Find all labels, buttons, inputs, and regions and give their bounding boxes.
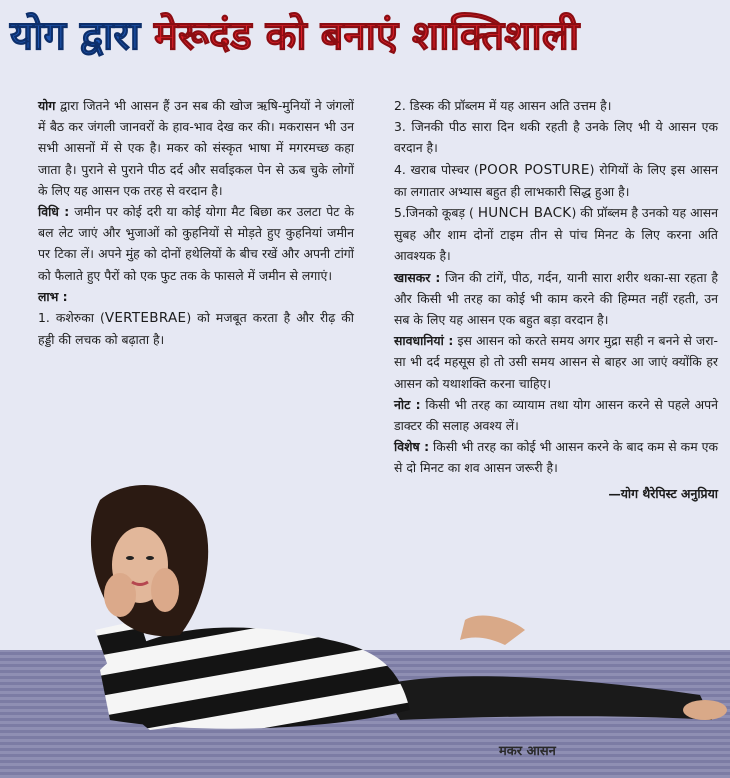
especially-keyword: खासकर :: [394, 269, 441, 285]
especially-text: जिन की टांगें, पीठ, गर्दन, यानी सारा शरीर थका-सा रहता है और किसी भी तरह का कोई भी काम करने की हिम्मत नहीं रहती, उन सब के लिए यह आसन एक बहुत बड़ा वरदान है।: [394, 269, 719, 328]
caution-text: इस आसन को करते समय अगर मुद्रा सही न बनने से जरा-सा भी दर्द महसूस हो तो उसी समय आसन से बाहर आ जाएं क्योंकि हर आसन को यथाशक्ति करना चाहिए।: [394, 333, 718, 391]
headline: [0, 0, 730, 72]
headline-part-2: मेरूदंड को बनाएं शाक्तिशाली: [154, 13, 580, 59]
point-5-post: ) की प्रॉब्लम है उनको यह आसन सुबह और शाम दोनों टाइम तीन से पांच मिनट के लिए करना अति आवश्यक है।: [394, 205, 718, 264]
method-text: जमीन पर कोई दरी या कोई योगा मैट बिछा कर उलटा पेट के बल लेट जाएं और भुजाओं को कुहनियों से मोड़ते हुए कुहनियां जमीन पर टिका लें। अपने मुंह को दोनों हथेलियों के बीच रखें और अपनी टांगों को फैलाते हुए पैरों को एक फुट तक के फासले में जमीन से लगाएं।: [38, 204, 354, 283]
point-4-latin: POOR POSTURE: [478, 161, 590, 178]
note-paragraph: [370, 394, 718, 436]
point-4: [370, 159, 718, 202]
caution-keyword: सावधानियां :: [394, 333, 454, 349]
point-5: [370, 202, 718, 267]
caution-paragraph: [370, 330, 718, 394]
makarasana-photo: [0, 470, 730, 778]
point-5-latin: HUNCH BACK: [477, 205, 572, 222]
benefits-heading: लाभ :: [38, 288, 68, 304]
foot-left: [460, 615, 525, 645]
special-keyword: विशेष :: [394, 439, 430, 455]
note-text: किसी भी तरह का व्यायाम तथा योग आसन करने से पहले अपने डाक्टर की सलाह अवश्य लें।: [394, 396, 718, 434]
benefit-1-pre: 1. कशेरुका (: [38, 310, 105, 326]
point-4-post: ) रोगियों के लिए इस आसन का लगातार अभ्यास बहुत ही लाभकारी सिद्ध हुआ है।: [394, 161, 718, 199]
note-keyword: नोट :: [394, 396, 421, 412]
foot-right: [683, 700, 727, 720]
benefit-1-latin: VERTEBRAE: [104, 310, 187, 327]
point-5-pre: 5.जिनको कूबड़ (: [394, 205, 478, 221]
hand-right: [151, 568, 179, 612]
point-2: 2. डिस्क की प्रॉब्लम में यह आसन अति उत्तम है।: [394, 98, 612, 113]
photo-caption: मकर आसन: [499, 744, 556, 759]
method-keyword: विधि :: [38, 204, 70, 220]
intro-paragraph: [14, 95, 354, 201]
method-paragraph: [14, 201, 354, 286]
benefit-1-post: ) को मजबूत करता है और रीढ़ की हड्डी की लचक को बढ़ाता है।: [38, 310, 354, 348]
point-4-pre: 4. खराब पोस्चर (: [394, 161, 479, 177]
headline-part-1: योग द्वारा: [10, 13, 141, 59]
eye-left: [126, 556, 134, 560]
point-3: 3. जिनकी पीठ सारा दिन थकी रहती है उनके लिए भी ये आसन एक वरदान है।: [394, 119, 718, 156]
intro-text: द्वारा जितने भी आसन हैं उन सब की खोज ऋषि-मुनियों ने जंगलों में बैठ कर जंगली जानवरों के हाव-भाव देख कर की। मकरासन भी उन सभी आसनों में से एक है। मकर को संस्कृत भाषा में मगरमच्छ कहा जाता है। पुराने से पुराने पीठ दर्द और सर्वाइकल पेन से ऊब चुके लोगों के लिए यह आसन एक तरह से वरदान है।: [38, 98, 354, 198]
left-column: [14, 95, 354, 350]
author-signature: —योग थैरेपिस्ट अनुप्रिया: [608, 485, 718, 501]
special-text: किसी भी तरह का कोई भी आसन करने के बाद कम से कम एक से दो मिनट का शव आसन जरूरी है।: [394, 439, 718, 476]
especially-paragraph: [370, 267, 718, 331]
right-column: [370, 95, 718, 504]
intro-keyword: योग: [38, 98, 56, 113]
legs: [380, 676, 712, 720]
benefit-1: [14, 307, 354, 350]
hand-left: [104, 573, 136, 617]
eye-right: [146, 556, 154, 560]
